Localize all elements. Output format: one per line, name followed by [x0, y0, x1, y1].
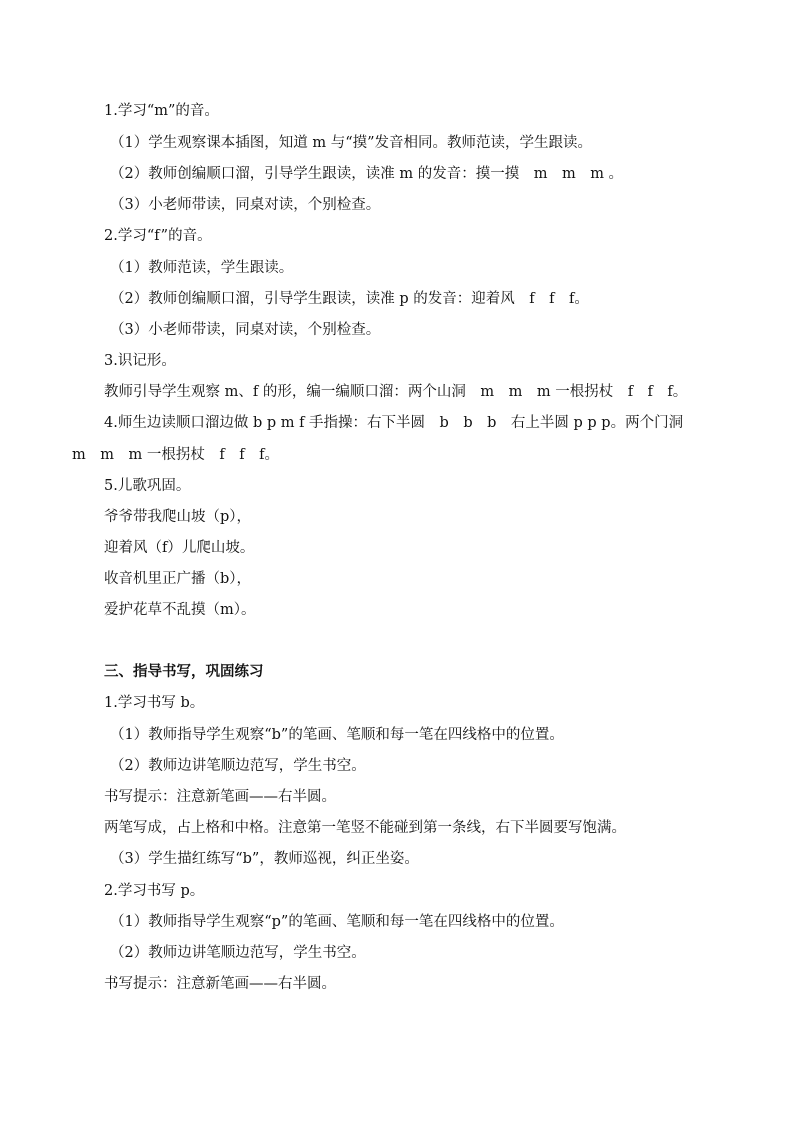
step-3-text: 教师引导学生观察 m、f 的形，编一编顺口溜：两个山洞 m m m 一根拐杖 f f f。 [104, 384, 688, 400]
rhyme-line-2: 迎着风（f）儿爬山坡。 [104, 540, 255, 556]
write-b-tip: 书写提示：注意新笔画——右半圆。 [104, 789, 336, 805]
write-p-item-1: （1）教师指导学生观察“p”的笔画、笔顺和每一笔在四线格中的位置。 [110, 914, 564, 930]
rhyme-line-1: 爷爷带我爬山坡（p）， [104, 509, 252, 525]
step-1-item-2: （2）教师创编顺口溜，引导学生跟读，读准 m 的发音：摸一摸 m m m 。 [110, 166, 624, 182]
rhyme-line-4: 爱护花草不乱摸（m）。 [104, 602, 256, 618]
write-b-item-1: （1）教师指导学生观察“b”的笔画、笔顺和每一笔在四线格中的位置。 [110, 727, 564, 743]
write-b-item-2: （2）教师边讲笔顺边范写，学生书空。 [110, 758, 366, 774]
step-4-text: 4.师生边读顺口溜边做 b p m f 手指操：右下半圆 b b b 右上半圆 p p p。两个门洞 [104, 415, 684, 431]
write-b-item-3: （3）学生描红练写“b”，教师巡视，纠正坐姿。 [110, 851, 419, 867]
step-2-item-2: （2）教师创编顺口溜，引导学生跟读，读准 p 的发音：迎着风 f f f。 [110, 291, 589, 307]
step-1-item-1: （1）学生观察课本插图，知道 m 与“摸”发音相同。教师范读，学生跟读。 [110, 135, 593, 151]
write-p-item-2: （2）教师边讲笔顺边范写，学生书空。 [110, 945, 366, 961]
step-1-heading: 1.学习“m”的音。 [104, 103, 219, 119]
step-2-item-1: （1）教师范读，学生跟读。 [110, 260, 294, 276]
step-3-heading: 3.识记形。 [104, 353, 176, 369]
section-three-title: 三、指导书写，巩固练习 [104, 663, 264, 680]
rhyme-line-3: 收音机里正广播（b）， [104, 571, 252, 587]
write-b-heading: 1.学习书写 b。 [104, 695, 205, 711]
step-4-text-continued: m m m 一根拐杖 f f f。 [72, 447, 279, 463]
write-p-heading: 2.学习书写 p。 [104, 883, 205, 899]
step-5-heading: 5.儿歌巩固。 [104, 478, 191, 494]
write-b-tip-detail: 两笔写成，占上格和中格。注意第一笔竖不能碰到第一条线，右下半圆要写饱满。 [104, 820, 626, 836]
step-1-item-3: （3）小老师带读，同桌对读，个别检查。 [110, 197, 381, 213]
write-p-tip: 书写提示：注意新笔画——右半圆。 [104, 976, 336, 992]
step-2-heading: 2.学习“f”的音。 [104, 228, 212, 244]
step-2-item-3: （3）小老师带读，同桌对读，个别检查。 [110, 322, 381, 338]
